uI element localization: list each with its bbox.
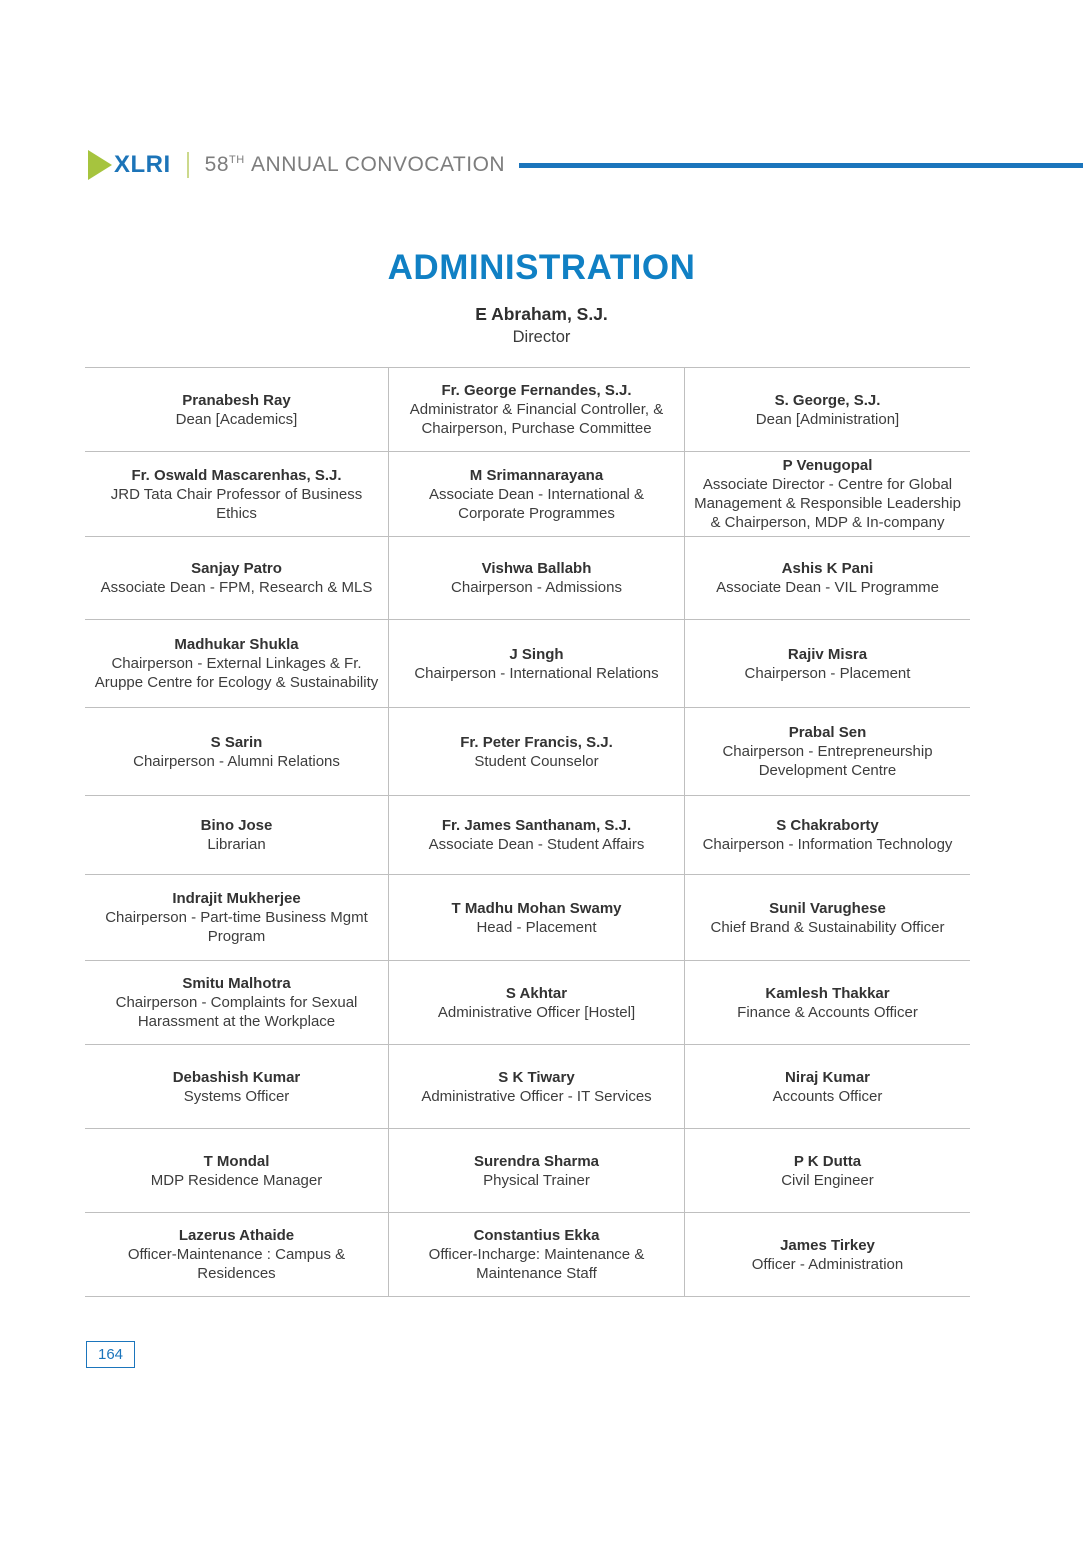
page-header (88, 148, 1083, 182)
staff-name: Fr. James Santhanam, S.J. (441, 817, 632, 834)
staff-cell (684, 708, 970, 795)
event-name: ANNUAL CONVOCATION (251, 153, 506, 176)
staff-name: M Srimannarayana (469, 466, 604, 484)
staff-cell (388, 537, 684, 619)
staff-name: Lazerus Athaide (178, 1227, 295, 1244)
staff-cell (684, 961, 970, 1044)
staff-name: Madhukar Shukla (174, 636, 299, 653)
staff-name: Debashish Kumar (172, 1068, 301, 1086)
staff-name: S K Tiwary (498, 1068, 575, 1086)
staff-name: Smitu Malhotra (182, 975, 291, 992)
page-title: ADMINISTRATION (387, 248, 696, 287)
staff-name: S Sarin (210, 733, 263, 751)
staff-title: Chairperson - Part-time Business Mgmt Program (105, 909, 368, 945)
header-event-text (205, 153, 505, 177)
staff-name: Sunil Varughese (769, 899, 886, 917)
staff-cell (388, 961, 684, 1044)
staff-cell (85, 1129, 388, 1212)
staff-name: Pranabesh Ray (182, 391, 291, 409)
staff-name: Kamlesh Thakkar (765, 984, 890, 1002)
table-row (85, 1212, 970, 1296)
staff-title: Chairperson - Placement (744, 664, 911, 682)
staff-name: Fr. Peter Francis, S.J. (460, 733, 613, 751)
table-row (85, 1044, 970, 1128)
staff-title: Associate Dean - Student Affairs (428, 836, 645, 853)
staff-cell (684, 452, 970, 536)
staff-cell (388, 708, 684, 795)
table-row (85, 960, 970, 1044)
staff-title: Associate Dean - VIL Programme (716, 579, 939, 596)
table-row (85, 451, 970, 536)
staff-title: Physical Trainer (483, 1171, 590, 1189)
staff-name: Bino Jose (200, 817, 273, 834)
staff-title: Librarian (207, 836, 266, 853)
staff-title: Administrative Officer - IT Services (421, 1087, 652, 1105)
staff-title: Accounts Officer (772, 1087, 883, 1105)
staff-name: S. George, S.J. (774, 391, 881, 409)
staff-title: Chairperson - Entrepreneurship Development Centre (722, 743, 933, 779)
staff-title: Associate Dean - FPM, Research & MLS (100, 579, 373, 596)
edition-ordinal: TH (229, 154, 245, 166)
staff-title: Officer-Maintenance : Campus & Residences (127, 1246, 346, 1282)
staff-title: Chairperson - Alumni Relations (133, 752, 340, 770)
staff-title: Officer - Administration (751, 1255, 904, 1273)
staff-title: Administrative Officer [Hostel] (437, 1003, 636, 1021)
staff-cell (684, 1213, 970, 1296)
table-row (85, 874, 970, 960)
staff-name: Constantius Ekka (473, 1227, 600, 1244)
staff-cell (388, 1045, 684, 1128)
staff-title: Chairperson - International Relations (414, 664, 659, 682)
staff-title: Chairperson - External Linkages & Fr. Aruppe Centre for Ecology & Sustainability (94, 655, 379, 691)
staff-name: Fr. George Fernandes, S.J. (441, 382, 632, 399)
table-row (85, 707, 970, 795)
staff-cell (85, 620, 388, 707)
staff-cell (85, 1213, 388, 1296)
table-row (85, 367, 970, 451)
brand-logo: XLRI (114, 151, 171, 178)
staff-cell (684, 537, 970, 619)
staff-title: Chairperson - Information Technology (702, 836, 953, 853)
staff-title: Officer-Incharge: Maintenance & Maintenance Staff (428, 1246, 645, 1282)
table-row (85, 619, 970, 707)
staff-name: Surendra Sharma (473, 1152, 600, 1170)
administration-table (85, 367, 970, 1297)
staff-cell (388, 1129, 684, 1212)
staff-name: Rajiv Misra (787, 645, 868, 663)
staff-title: MDP Residence Manager (150, 1171, 323, 1189)
staff-cell (388, 1213, 684, 1296)
staff-title: Chairperson - Complaints for Sexual Harassment at the Workplace (115, 994, 358, 1030)
director-title: Director (512, 328, 571, 346)
staff-title: Administrator & Financial Controller, & Chairperson, Purchase Committee (409, 401, 664, 437)
staff-cell (85, 875, 388, 960)
staff-title: Dean [Administration] (755, 410, 900, 428)
header-divider (187, 152, 189, 178)
staff-title: Associate Dean - International & Corporate Programmes (428, 485, 645, 522)
staff-title: Chairperson - Admissions (451, 579, 622, 596)
staff-cell (85, 1045, 388, 1128)
staff-cell (684, 1045, 970, 1128)
staff-cell (684, 368, 970, 451)
staff-name: James Tirkey (780, 1236, 875, 1254)
staff-title: Chief Brand & Sustainability Officer (710, 918, 945, 936)
staff-cell (85, 368, 388, 451)
staff-title: Student Counselor (474, 752, 599, 770)
staff-name: Fr. Oswald Mascarenhas, S.J. (131, 466, 342, 484)
staff-cell (85, 452, 388, 536)
table-row (85, 795, 970, 874)
staff-name: P K Dutta (793, 1152, 862, 1170)
staff-cell (388, 875, 684, 960)
staff-title: Finance & Accounts Officer (737, 1003, 918, 1021)
staff-title: JRD Tata Chair Professor of Business Ethics (110, 485, 363, 522)
header-rule (519, 163, 1083, 168)
staff-name: Indrajit Mukherjee (172, 890, 301, 907)
staff-name: S Chakraborty (776, 817, 879, 834)
page-number: 164 (86, 1341, 135, 1368)
staff-title: Associate Director - Centre for Global Management & Responsible Leadership & Chairperson, MDP & In-company (694, 476, 961, 531)
staff-name: J Singh (509, 645, 564, 663)
staff-cell (388, 620, 684, 707)
staff-cell (388, 452, 684, 536)
staff-title: Systems Officer (183, 1087, 290, 1105)
staff-cell (85, 796, 388, 874)
table-row (85, 536, 970, 619)
staff-title: Civil Engineer (781, 1171, 874, 1189)
staff-name: S Akhtar (505, 984, 568, 1002)
staff-cell (388, 796, 684, 874)
director-name: E Abraham, S.J. (475, 304, 608, 324)
staff-cell (684, 620, 970, 707)
staff-name: T Madhu Mohan Swamy (451, 899, 622, 917)
staff-title: Dean [Academics] (175, 410, 298, 428)
staff-name: Prabal Sen (788, 724, 867, 741)
staff-name: T Mondal (203, 1152, 270, 1170)
staff-cell (684, 875, 970, 960)
staff-cell (85, 537, 388, 619)
staff-title: Head - Placement (476, 918, 597, 936)
staff-name: P Venugopal (782, 457, 873, 474)
logo-arrow-icon (88, 150, 112, 180)
staff-cell (85, 708, 388, 795)
staff-name: Niraj Kumar (784, 1068, 871, 1086)
staff-cell (684, 1129, 970, 1212)
edition-number: 58 (204, 153, 230, 176)
table-row (85, 1128, 970, 1212)
staff-name: Vishwa Ballabh (481, 560, 592, 577)
staff-cell (388, 368, 684, 451)
staff-name: Sanjay Patro (191, 560, 282, 577)
staff-cell (684, 796, 970, 874)
staff-cell (85, 961, 388, 1044)
staff-name: Ashis K Pani (781, 560, 874, 577)
